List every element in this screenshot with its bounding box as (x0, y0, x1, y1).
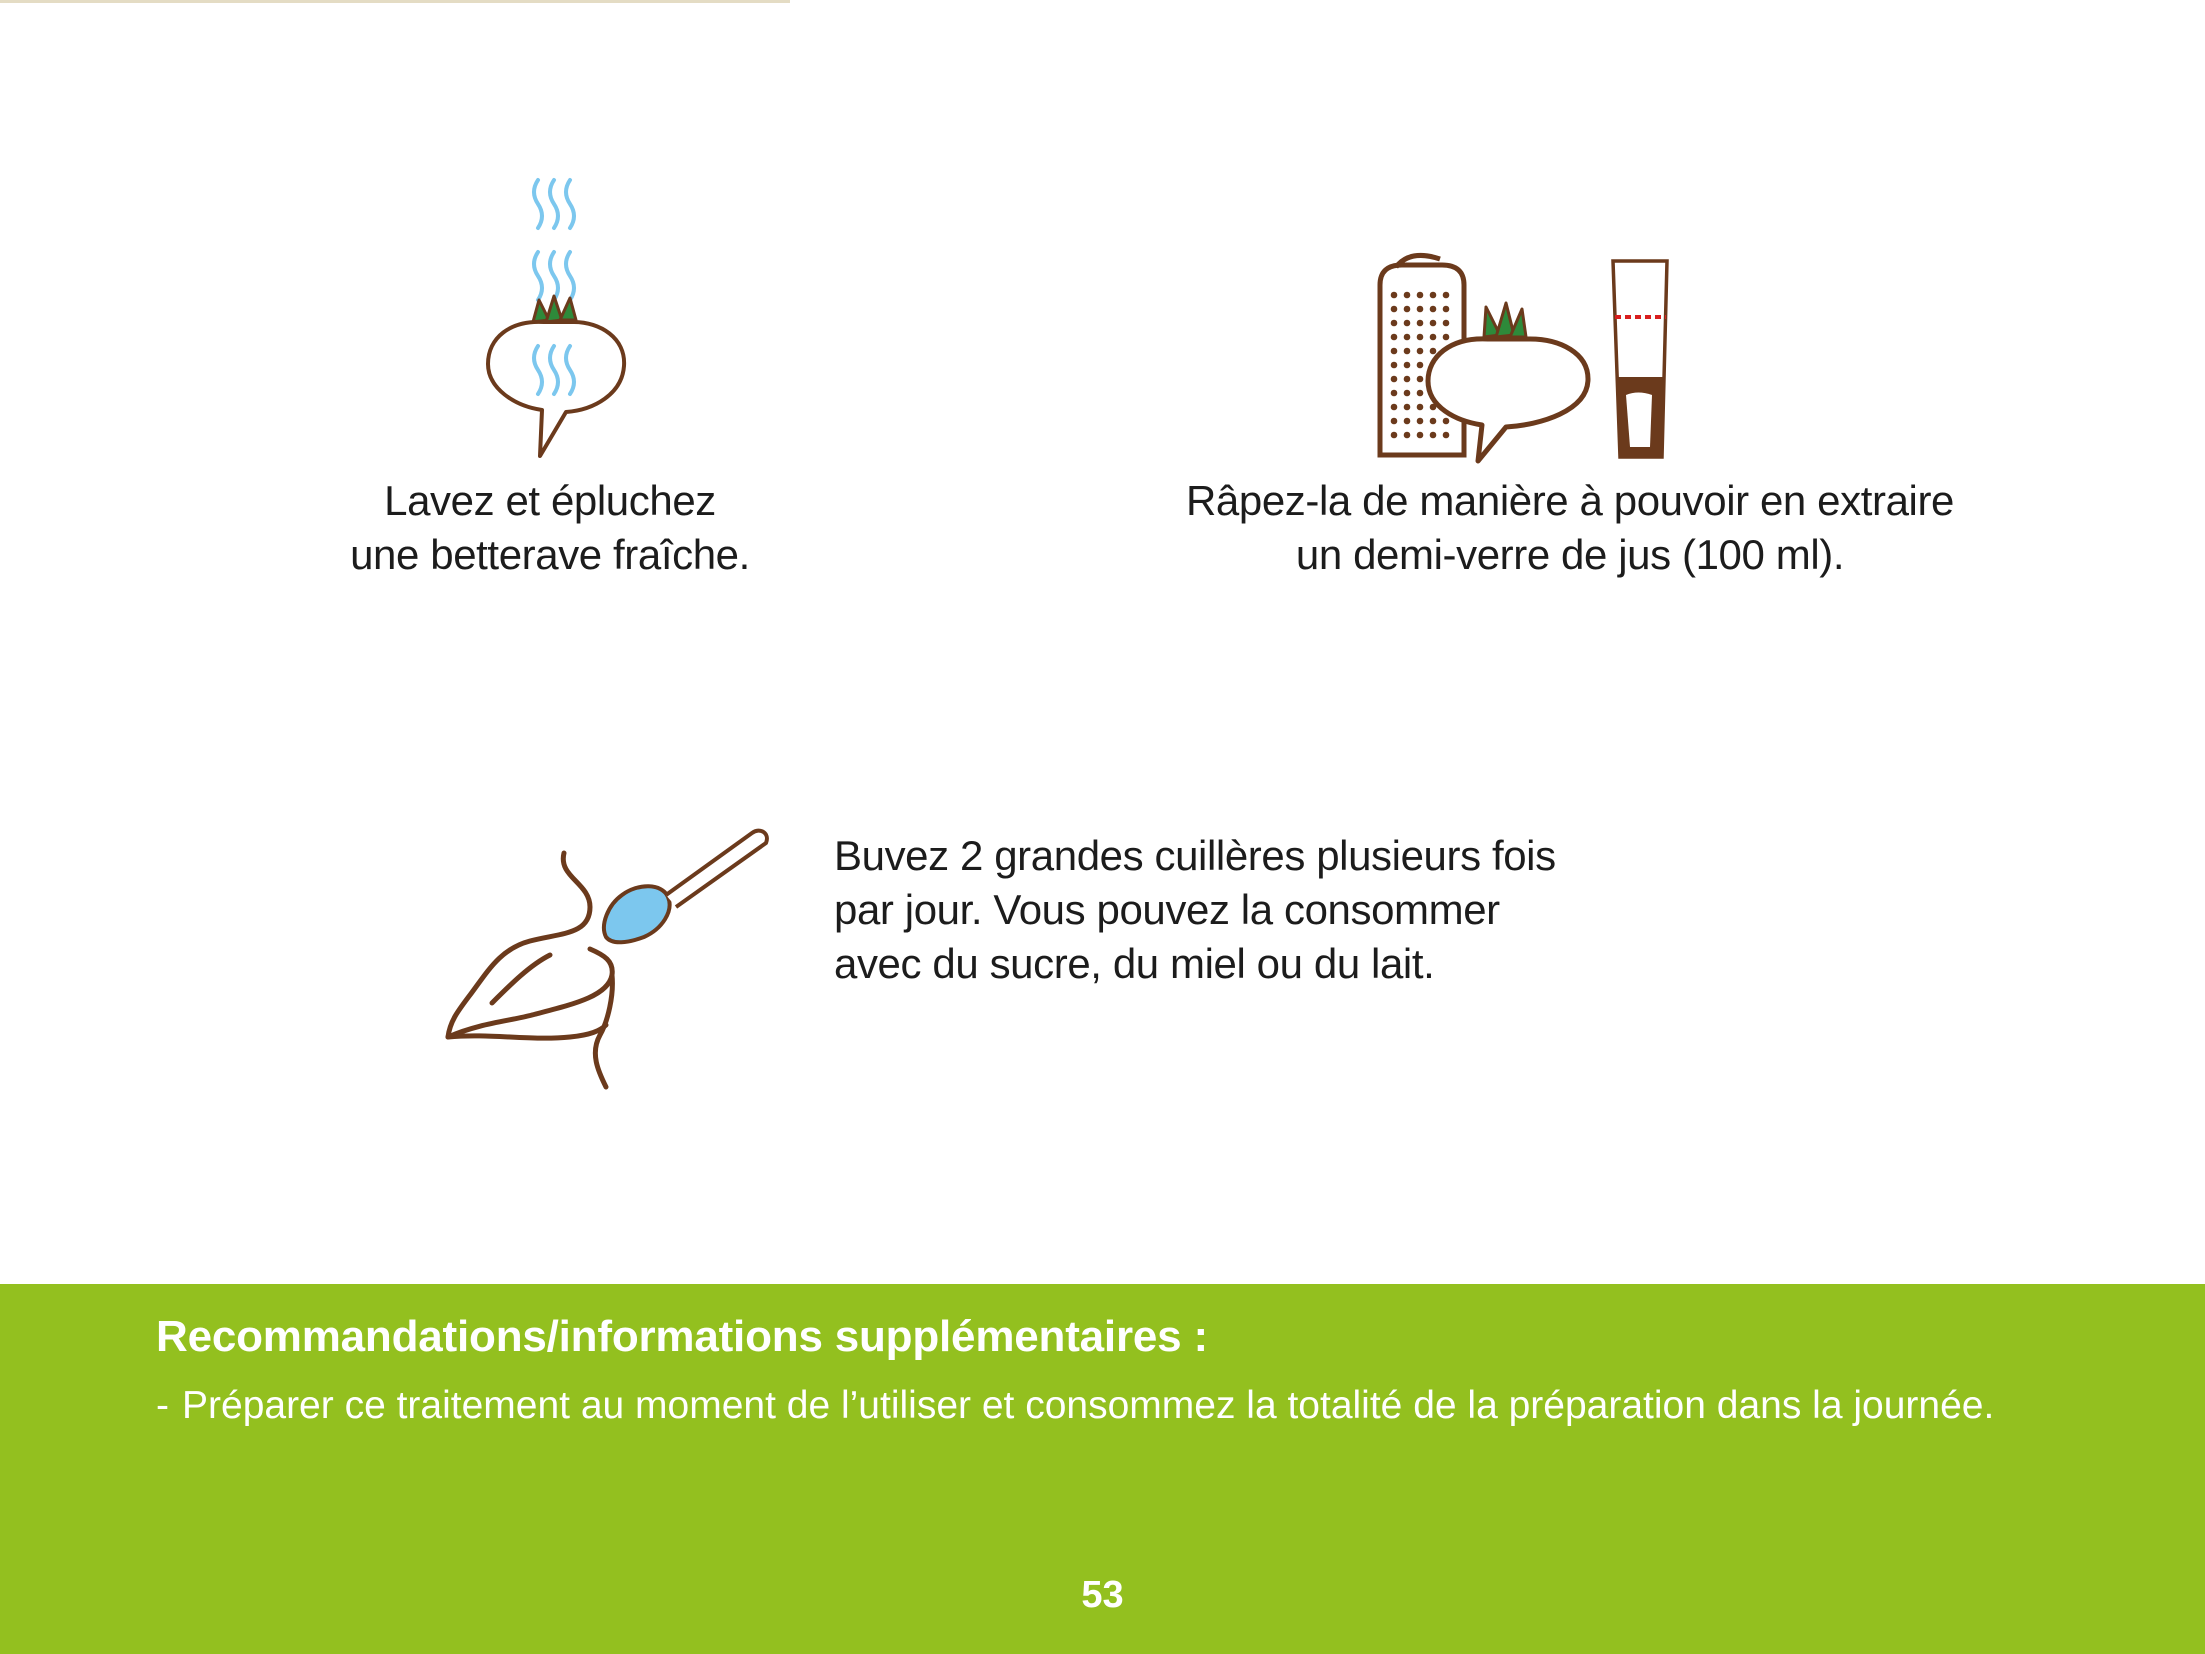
step-2-line-1: Râpez-la de manière à pouvoir en extraire (1185, 477, 1955, 524)
spoon-beet-icon (440, 825, 810, 1090)
juice-glass-icon (1613, 261, 1667, 457)
peeled-beet-icon (448, 853, 612, 1087)
step-1-line-2: une betterave fraîche. (350, 531, 750, 578)
top-rule (0, 0, 790, 3)
step-3-line-3: avec du sucre, du miel ou du lait. (834, 940, 1435, 987)
recommendation-item (156, 1376, 2056, 1436)
recommendation-text: Préparer ce traitement au moment de l’utiliser et consommez la totalité de la préparation dans la journée. (182, 1384, 1995, 1427)
step-1-line-1: Lavez et épluchez (384, 477, 716, 524)
grater-beet-glass-icon (1370, 245, 1720, 475)
step-3-line-2: par jour. Vous pouvez la consommer (834, 886, 1500, 933)
step-1-text (250, 474, 850, 582)
bullet-dash: - (156, 1384, 169, 1427)
spoon-icon (604, 831, 767, 943)
page-number: 53 (1081, 1574, 1124, 1616)
step-3-line-1: Buvez 2 grandes cuillères plusieurs fois (834, 832, 1556, 879)
step-2-text (1110, 474, 2030, 582)
footer-title: Recommandations/informations supplémentaires : (156, 1312, 1208, 1361)
step-3-text (834, 829, 1734, 991)
step-2-line-2: un demi-verre de jus (100 ml). (1295, 531, 1845, 578)
recommendations-footer (0, 1284, 2205, 1654)
steaming-beet-icon (470, 170, 650, 460)
